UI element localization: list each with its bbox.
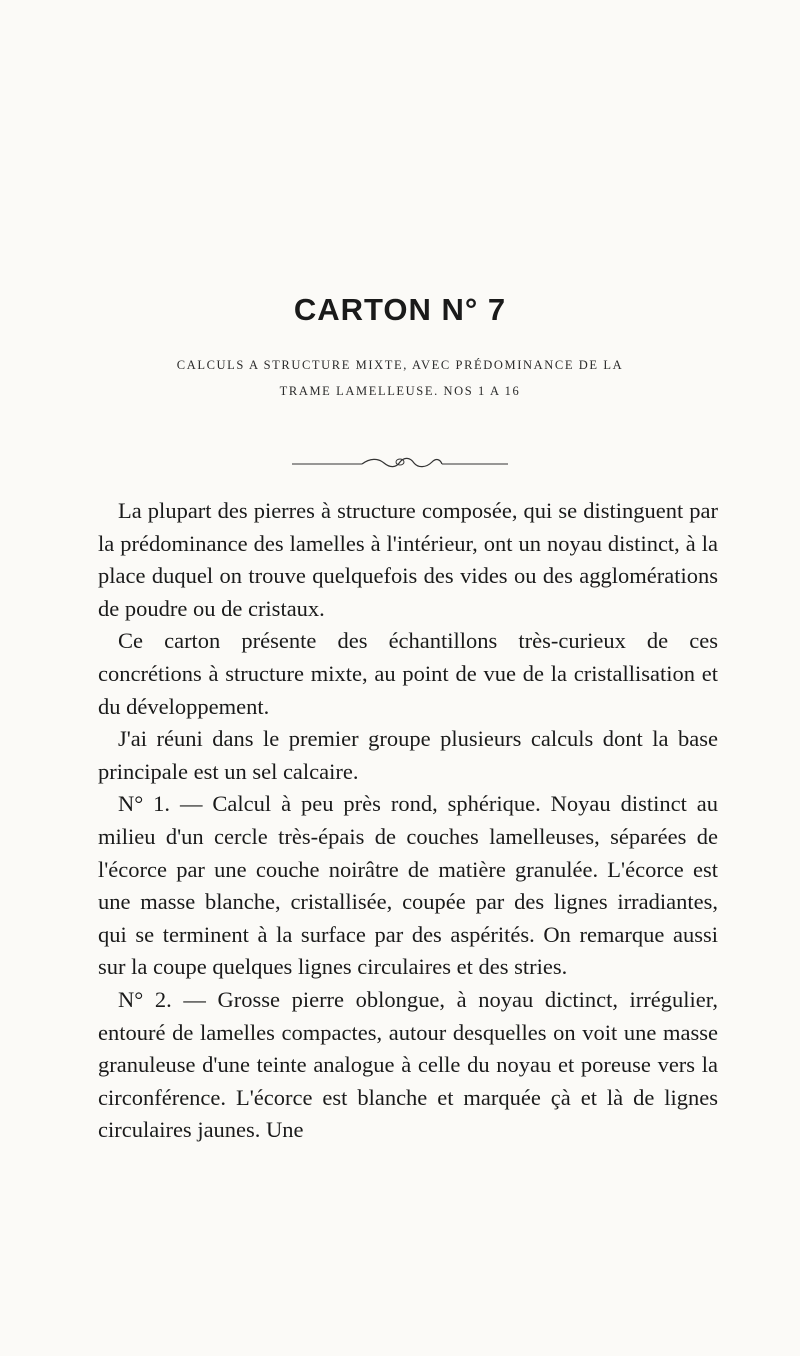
paragraph-item-1: N° 1. — Calcul à peu près rond, sphérique. Noyau distinct au milieu d'un cercle très-épais de couches lamelleuses, séparées de l'écorce par une couche noirâtre de matière granulée. L'écorce est une masse blanche, cristallisée, coupée par des lignes irradiantes, qui se terminent à la surface par des aspérités. On remarque aussi sur la coupe quelques lignes circulaires et des stries.: [98, 791, 718, 980]
section-subtitle: [100, 352, 700, 404]
paragraph-intro: La plupart des pierres à structure composée, qui se distinguent par la prédominance des lamelles à l'intérieur, ont un noyau distinct, à la place duquel on trouve quelquefois des vides ou des agglomérations de poudre ou de cristaux.: [98, 498, 718, 621]
paragraph-carton: Ce carton présente des échantillons très-curieux de ces concrétions à structure mixte, au point de vue de la cristallisation et du développement.: [98, 628, 718, 719]
decorative-divider-icon: [290, 455, 510, 471]
subtitle-line-1: CALCULS A STRUCTURE MIXTE, AVEC PRÉDOMINANCE DE LA: [176, 358, 624, 372]
paragraph-group: J'ai réuni dans le premier groupe plusieurs calculs dont la base principale est un sel calcaire.: [98, 726, 718, 784]
subtitle-line-2: TRAME LAMELLEUSE. NOS 1 A 16: [279, 384, 521, 398]
paragraph-item-2: N° 2. — Grosse pierre oblongue, à noyau dictinct, irrégulier, entouré de lamelles compactes, autour desquelles on voit une masse granuleuse d'une teinte analogue à celle du noyau et poreuse vers la circonférence. L'écorce est blanche et marquée çà et là de lignes circulaires jaunes. Une: [98, 986, 718, 1143]
body-text: [98, 495, 718, 1147]
page-title: CARTON N° 7: [293, 292, 507, 327]
